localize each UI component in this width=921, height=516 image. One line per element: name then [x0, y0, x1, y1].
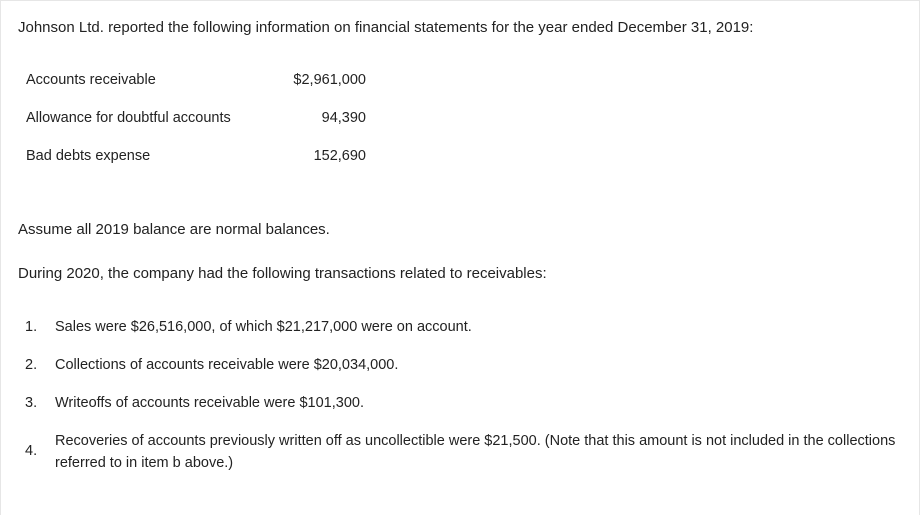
- intro-text: Johnson Ltd. reported the following information on financial statements for the year ended December 31, 2019:: [18, 19, 754, 36]
- row-label: Accounts receivable: [26, 72, 156, 88]
- row-value: 152,690: [313, 148, 366, 164]
- financial-info-table: [26, 70, 366, 184]
- transactions-intro-text: During 2020, the company had the following transactions related to receivables:: [18, 265, 547, 282]
- item-text: Collections of accounts receivable were $20,034,000.: [55, 357, 399, 373]
- assumption-text: Assume all 2019 balance are normal balances.: [18, 221, 330, 238]
- list-item: [25, 430, 905, 474]
- transactions-list: [25, 316, 905, 490]
- item-number: 1.: [25, 319, 38, 335]
- row-value: 94,390: [321, 110, 366, 126]
- list-item: [25, 354, 905, 376]
- list-item: [25, 316, 905, 338]
- item-number: 4.: [25, 443, 38, 459]
- list-item: [25, 392, 905, 414]
- item-text: Writeoffs of accounts receivable were $101,300.: [55, 395, 364, 411]
- row-label: Allowance for doubtful accounts: [26, 110, 231, 126]
- table-row: [26, 70, 366, 108]
- item-text: Sales were $26,516,000, of which $21,217,000 were on account.: [55, 319, 472, 335]
- item-number: 2.: [25, 357, 38, 373]
- table-row: [26, 146, 366, 184]
- item-number: 3.: [25, 395, 38, 411]
- row-label: Bad debts expense: [26, 148, 151, 164]
- row-value: $2,961,000: [293, 72, 366, 88]
- item-text: Recoveries of accounts previously written off as uncollectible were $21,500. (Note that this amount is not included in the collections referred to in item b above.): [55, 433, 896, 471]
- table-row: [26, 108, 366, 146]
